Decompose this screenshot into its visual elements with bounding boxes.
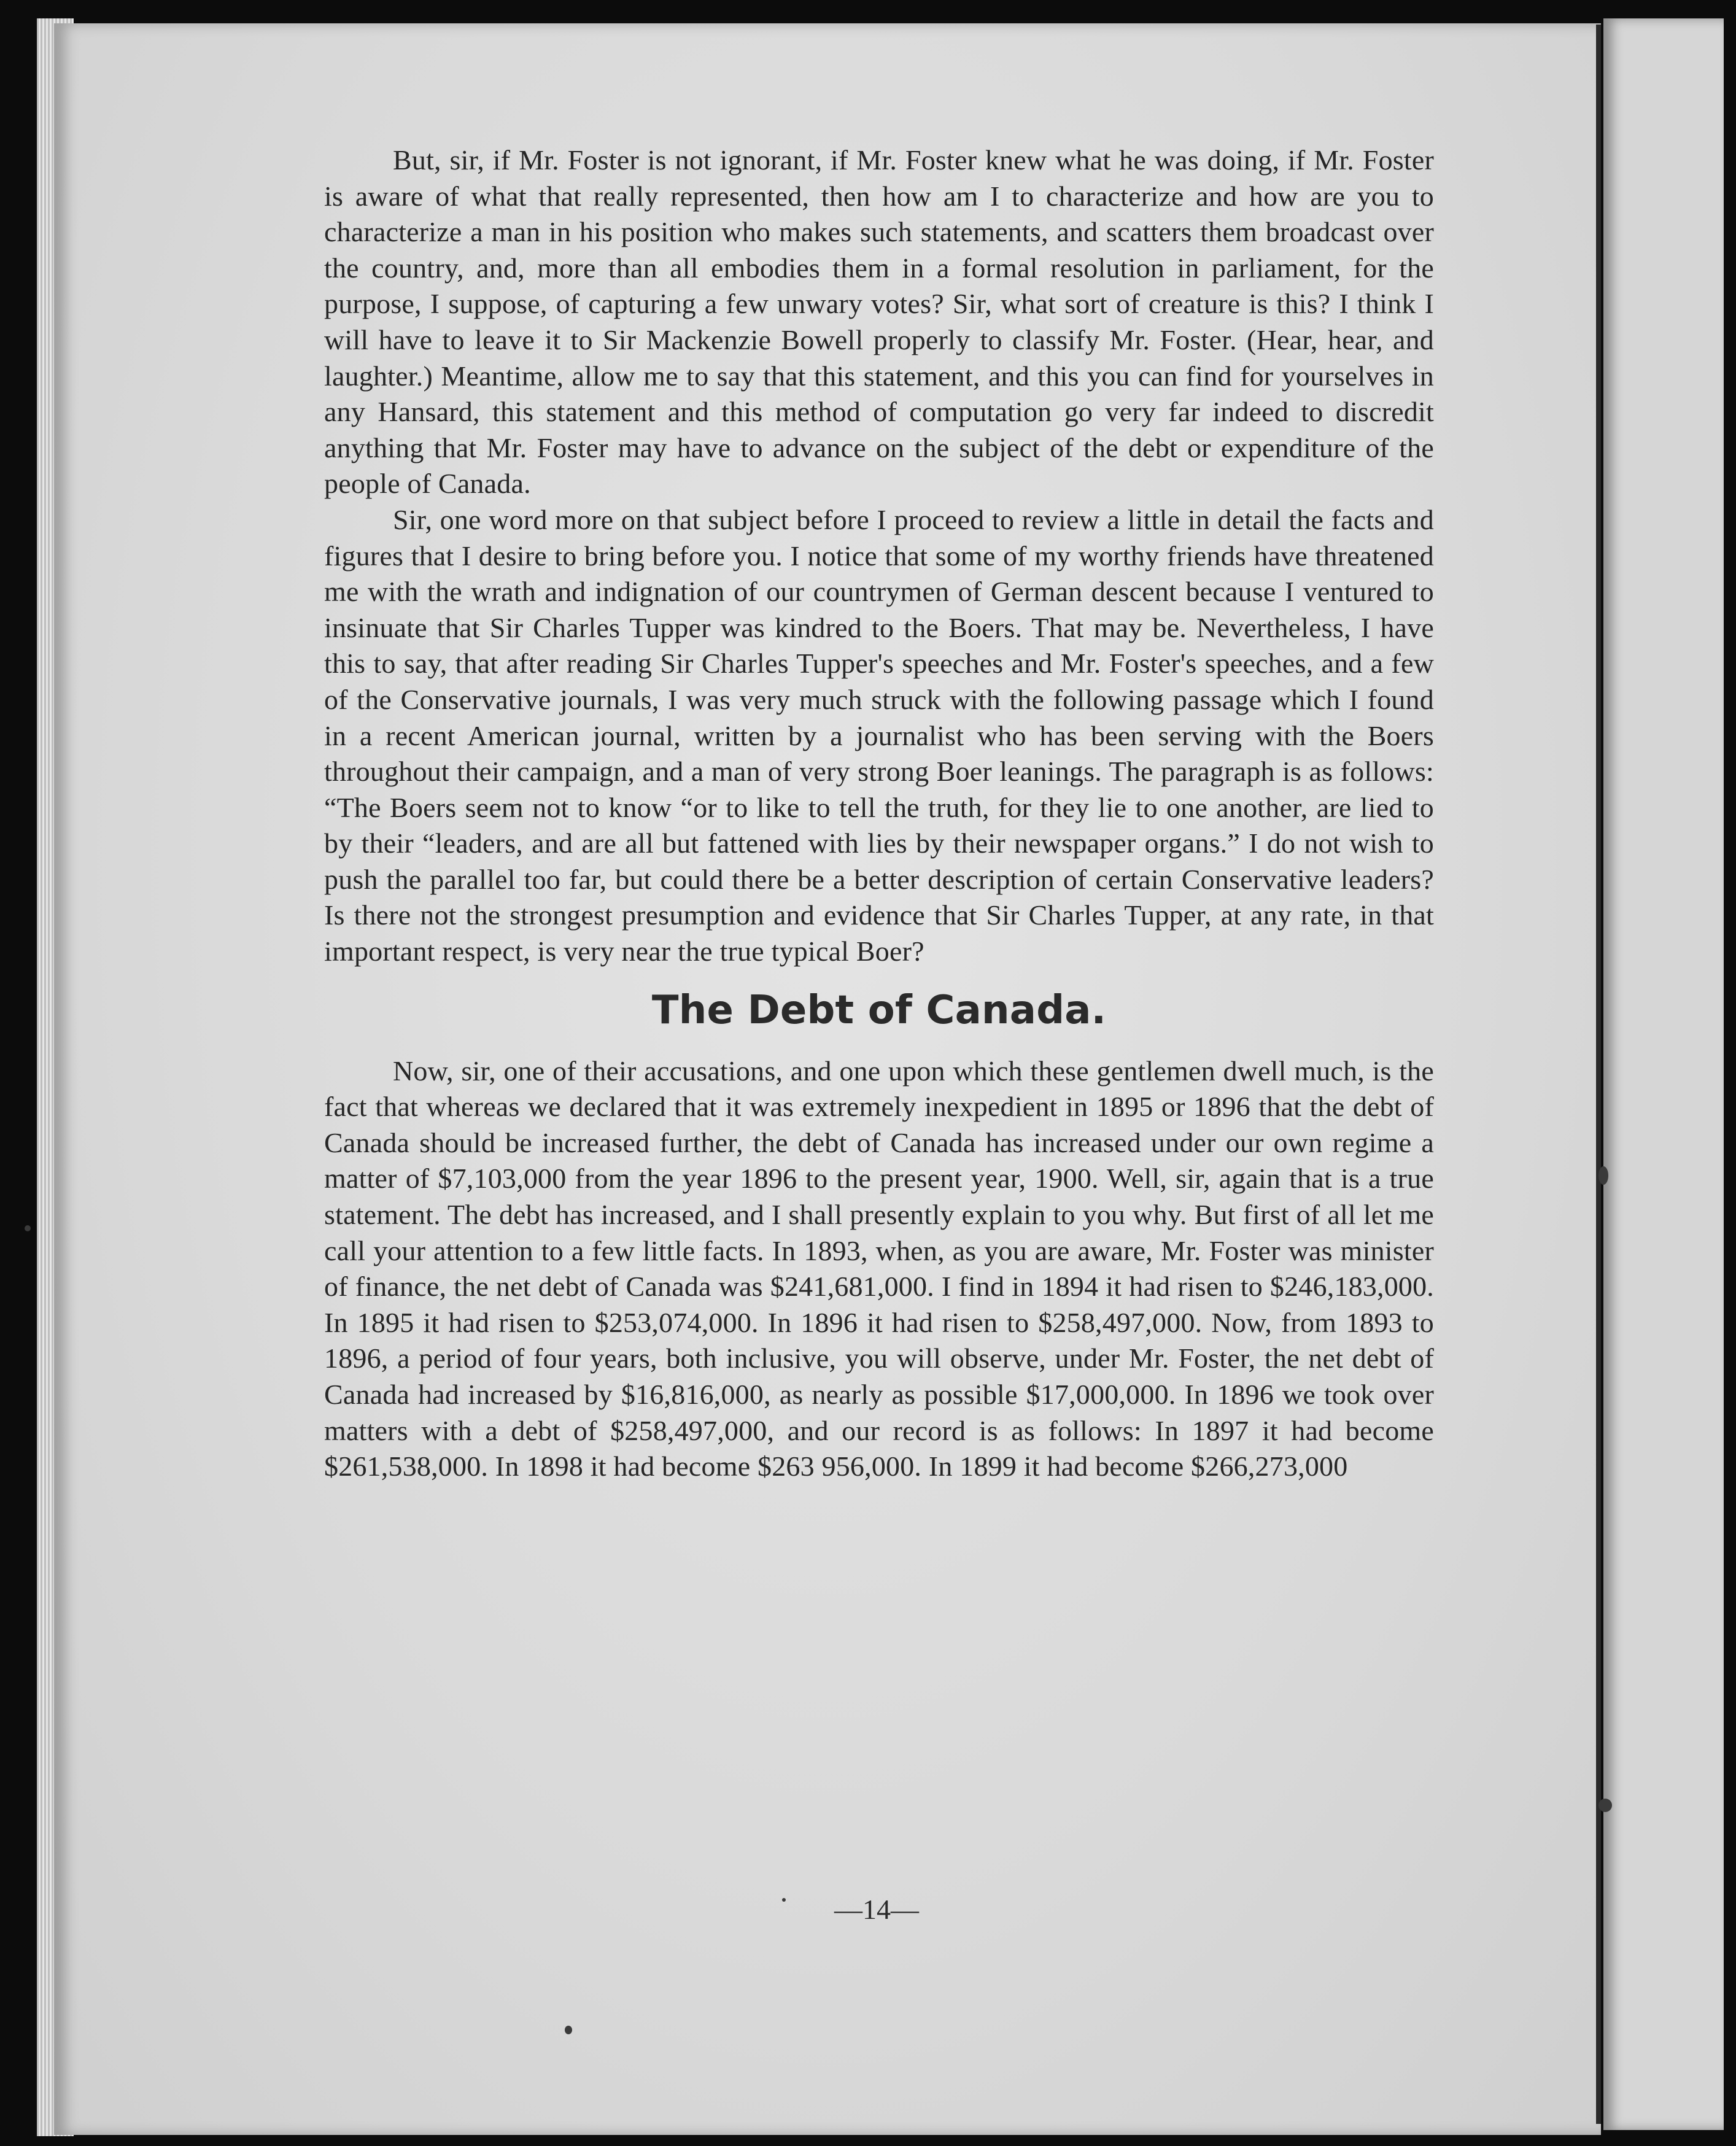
scan-speck [1598, 1166, 1608, 1185]
scan-speck [25, 1225, 31, 1231]
paragraph: Now, sir, one of their accusations, and one upon which these gentlemen dwell much, is the fact that whereas we declared that it was extremely inexpedient in 1895 or 1896 that the debt of Canada should be increased further, the debt of Canada has increased under our own regime a matter of $7,103,000 from the year 1896 to the present year, 1900. Well, sir, again that is a true statement. The debt has increased, and I shall presently explain to you why. But first of all let me call your attention to a few little facts. In 1893, when, as you are aware, Mr. Foster was minister of finance, the net debt of Canada was $241,681,000. I find in 1894 it had risen to $246,183,000. In 1895 it had risen to $253,074,000. In 1896 it had risen to $258,497,000. Now, from 1893 to 1896, a period of four years, both inclusive, you will observe, under Mr. Foster, the net debt of Canada had increased by $16,816,000, as nearly as possible $17,000,000. In 1896 we took over matters with a debt of $258,497,000, and our record is as follows: In 1897 it had become $261,538,000. In 1898 it had become $263 956,000. In 1899 it had become $266,273,000 [324, 1055, 1434, 1482]
scan-speck [1598, 1799, 1612, 1812]
paragraph: Sir, one word more on that subject before I proceed to review a little in detail the facts and figures that I desire to bring before you. I notice that some of my worthy friends have threatened me with the wrath and indignation of our countrymen of German descent because I ventured to insinuate that Sir Charles Tupper was kindred to the Boers. That may be. Nevertheless, I have this to say, that after reading Sir Charles Tupper's speeches and Mr. Foster's speeches, and a few of the Conservative journals, I was very much struck with the following passage which I found in a recent American journal, written by a journalist who has been serving with the Boers throughout their campaign, and a man of very strong Boer leanings. The paragraph is as follows: “The Boers seem not to know “or to like to tell the truth, for they lie to one another, are lied to by their “leaders, and are all but fattened with lies by their newspaper organs.” I do not wish to push the parallel too far, but could there be a better description of certain Conservative leaders? Is there not the strongest presumption and evidence that Sir Charles Tupper, at any rate, in that important respect, is very near the true typical Boer? [324, 503, 1434, 967]
scan-speck [565, 2026, 572, 2034]
page-number: —14— [834, 1894, 919, 1925]
facing-page-edge [1603, 18, 1724, 2130]
section-heading: The Debt of Canada. [651, 987, 1107, 1033]
page-text [324, 142, 1434, 1485]
paragraph: But, sir, if Mr. Foster is not ignorant, if Mr. Foster knew what he was doing, if Mr. Foster is aware of what that really represented, then how am I to characterize and how are you to characterize a man in his position who makes such statements, and scatters them broadcast over the country, and, more than all embodies them in a formal resolution in parliament, for the purpose, I suppose, of capturing a few unwary votes? Sir, what sort of creature is this? I think I will have to leave it to Sir Mackenzie Bowell properly to classify Mr. Foster. (Hear, hear, and laughter.) Meantime, allow me to say that this statement, and this you can find for yourselves in any Hansard, this statement and this method of computation go very far indeed to discredit anything that Mr. Foster may have to advance on the subject of the debt or expenditure of the people of Canada. [324, 144, 1434, 500]
scan-speck [782, 1898, 786, 1902]
